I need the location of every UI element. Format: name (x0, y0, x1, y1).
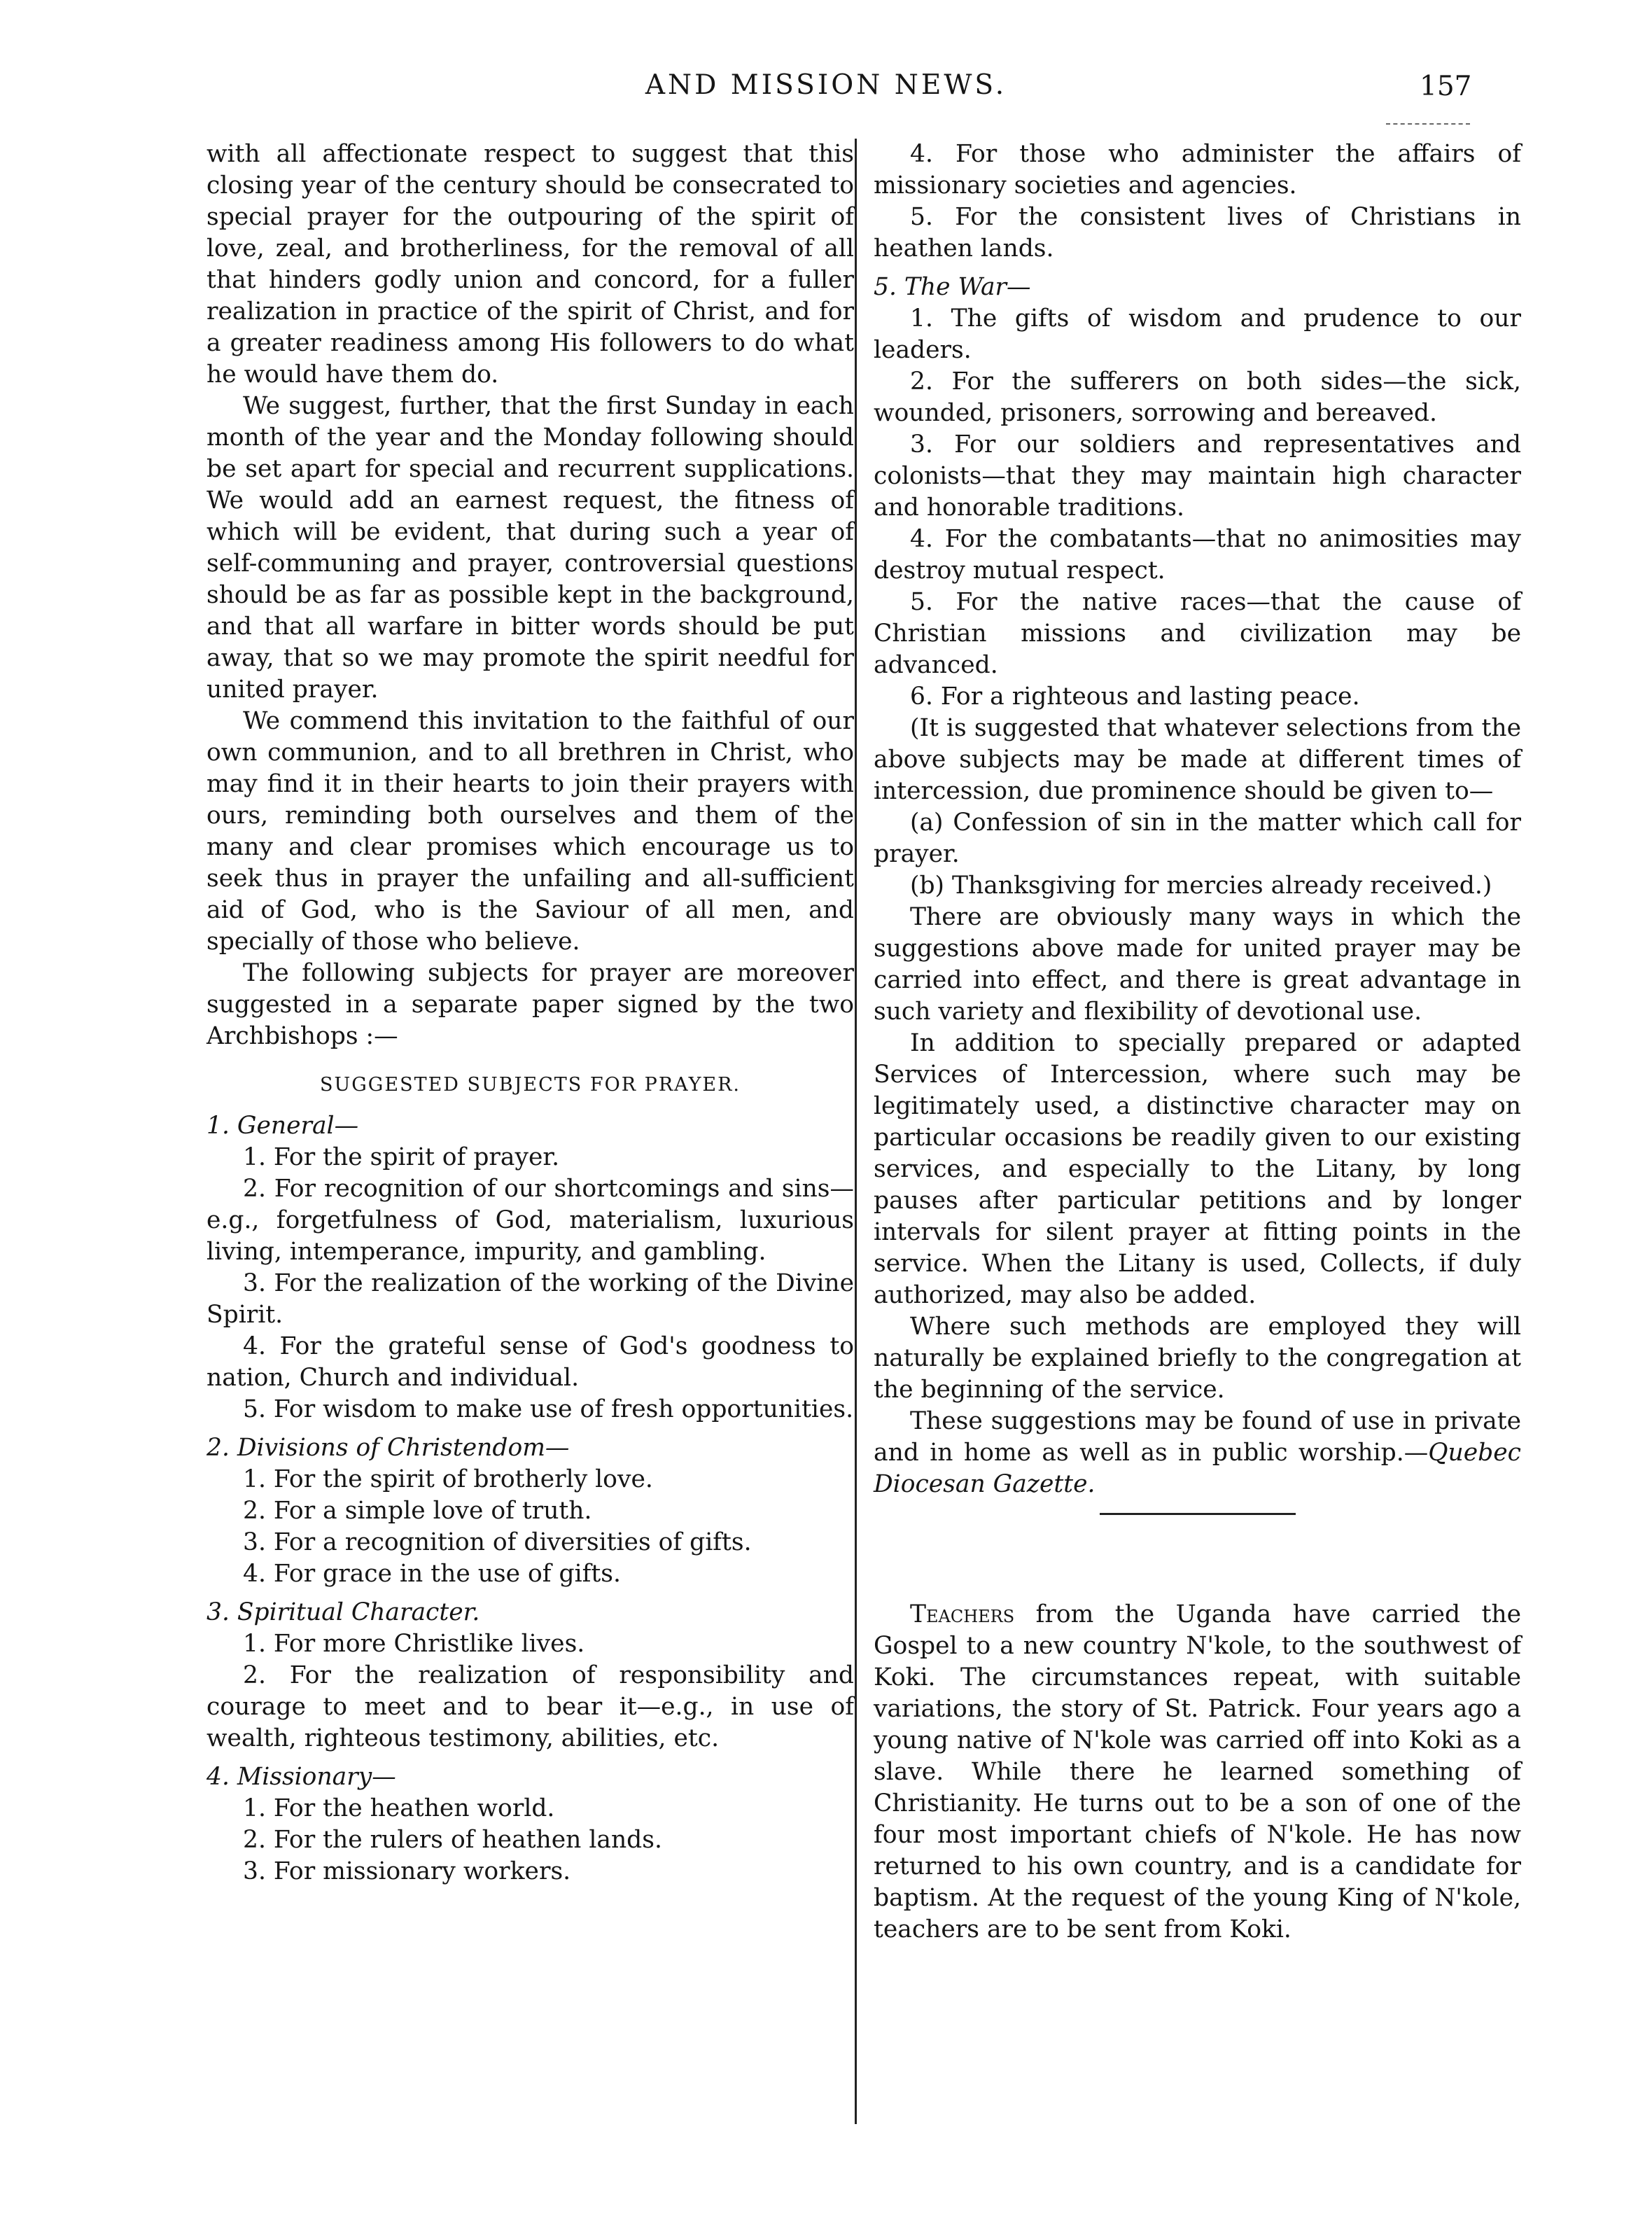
list-item: 3. For the realization of the working of the Divine Spirit. (206, 1269, 854, 1329)
uganda-text: from the Uganda have carried the Gospel to a new country N'kole, to the southwest of Koki. The circumstances repeat, with suitable variations, the story of St. Patrick. Four years ago a young native of N'kole was carried off into Koki as a slave. While there he learned something of Christianity. He turns out to be a son of one of the four most important chiefs of N'kole. He has now returned to his own country, and is a candidate for baptism. At the request of the young King of N'kole, teachers are to be sent from Koki. (874, 1600, 1521, 1943)
left-column (206, 139, 854, 1887)
subjects-heading: SUGGESTED SUBJECTS FOR PRAYER. (319, 1074, 741, 1096)
paragraph-prayer-intro: with all affectionate respect to suggest that this closing year of the century should be consecrated to special prayer for the outpouring of the spirit of love, zeal, and brotherliness, for the removal of all that hinders godly union and concord, for a fuller realization in practice of the spirit of Christ, and for a greater readiness among His followers to do what he would have them do. (206, 140, 854, 389)
list-item: 5. For the native races—that the cause of Christian missions and civilization may be advanced. (874, 588, 1521, 679)
paragraph-archbishops: The following subjects for prayer are moreover suggested in a separate paper signed by the two Archbishops :— (206, 959, 854, 1050)
paragraph-methods: Where such methods are employed they will naturally be explained briefly to the congregation at the beginning of the service. (874, 1313, 1521, 1404)
list-item: 5. For the consistent lives of Christians in heathen lands. (874, 203, 1521, 263)
source-citation: Quebec Diocesan Gazette. (874, 1439, 1521, 1498)
paragraph-addition: In addition to specially prepared or adapted Services of Intercession, where such may be legitimately used, a distinctive character may on particular occasions be readily given to our existing services, and especially to the Litany, by long pauses after particular petitions and by longer intervals for silent prayer at fitting points in the service. When the Litany is used, Collects, if duly authorized, may also be added. (874, 1029, 1521, 1309)
list-item: 3. For missionary workers. (243, 1857, 571, 1885)
section-title-spiritual: 3. Spiritual Character. (206, 1598, 480, 1626)
list-item: 2. For the sufferers on both sides—the sick, wounded, prisoners, sorrowing and bereaved. (874, 368, 1521, 427)
running-title: AND MISSION NEWS. (645, 69, 1007, 101)
section-title-general: 1. General— (206, 1112, 359, 1140)
paragraph-uganda (874, 1599, 1521, 1946)
paragraph-confession: (a) Confession of sin in the matter which call for prayer. (874, 809, 1521, 868)
page-number: 157 (1420, 71, 1472, 102)
paragraph-suggested: (It is suggested that whatever selections from the above subjects may be made at different times of intercession, due prominence should be given to— (874, 714, 1521, 805)
list-item: 2. For the realization of responsibility and courage to meet and to bear it—e.g., in use of wealth, righteous testimony, abilities, etc. (206, 1661, 854, 1752)
list-item: 4. For the combatants—that no animosities may destroy mutual respect. (874, 525, 1521, 585)
paragraph-invitation: We commend this invitation to the faithful of our own communion, and to all brethren in Christ, who may find it in their hearts to join their prayers with ours, reminding both ourselves and them of the many and clear promises which encourage us to seek thus in prayer the unfailing and all-sufficient aid of God, who is the Saviour of all men, and specially of those who believe. (206, 707, 854, 956)
suggestions-text: These suggestions may be found of use in private and in home as well as in public worship.— (874, 1407, 1521, 1467)
right-column (874, 139, 1521, 1946)
list-item: 2. For a simple love of truth. (243, 1497, 592, 1525)
article-separator-rule (1100, 1513, 1296, 1515)
list-item: 1. For more Christlike lives. (243, 1630, 585, 1658)
list-item: 3. For our soldiers and representatives and colonists—that they may maintain high character and honorable traditions. (874, 431, 1521, 522)
list-item: 2. For the rulers of heathen lands. (243, 1826, 662, 1854)
list-item: 1. For the heathen world. (243, 1794, 555, 1822)
list-item: 3. For a recognition of diversities of gifts. (243, 1528, 752, 1556)
list-item: 1. The gifts of wisdom and prudence to our leaders. (874, 305, 1521, 364)
list-item: 6. For a righteous and lasting peace. (910, 683, 1360, 711)
list-item: 4. For the grateful sense of God's goodness to nation, Church and individual. (206, 1332, 854, 1392)
list-item: 1. For the spirit of brotherly love. (243, 1465, 653, 1493)
section-title-war: 5. The War— (874, 273, 1031, 301)
header-rule (1386, 123, 1470, 125)
list-item: 4. For grace in the use of gifts. (243, 1560, 621, 1588)
paragraph-suggestions-use (874, 1406, 1521, 1500)
list-item: 4. For those who administer the affairs of missionary societies and agencies. (874, 140, 1521, 200)
list-item: 5. For wisdom to make use of fresh opportunities. (243, 1395, 854, 1423)
list-item: 1. For the spirit of prayer. (243, 1143, 560, 1171)
paragraph-ways: There are obviously many ways in which the suggestions above made for united prayer may be carried into effect, and there is great advantage in such variety and flexibility of devotional use. (874, 903, 1521, 1026)
uganda-lead-word: Teachers (910, 1600, 1015, 1628)
paragraph-thanksgiving: (b) Thanksgiving for mercies already received.) (910, 872, 1492, 900)
section-title-divisions: 2. Divisions of Christendom— (206, 1434, 570, 1462)
paragraph-sunday-suggestion: We suggest, further, that the first Sunday in each month of the year and the Monday following should be set apart for special and recurrent supplications. We would add an earnest request, the fitness of which will be evident, that during such a year of self-communing and prayer, controversial questions should be as far as possible kept in the background, and that all warfare in bitter words should be put away, that so we may promote the spirit needful for united prayer. (206, 392, 854, 704)
section-title-missionary: 4. Missionary— (206, 1763, 396, 1791)
page-header (0, 64, 1652, 113)
column-divider (855, 139, 857, 2124)
list-item: 2. For recognition of our shortcomings and sins—e.g., forgetfulness of God, materialism, luxurious living, intemperance, impurity, and gambling. (206, 1175, 854, 1266)
